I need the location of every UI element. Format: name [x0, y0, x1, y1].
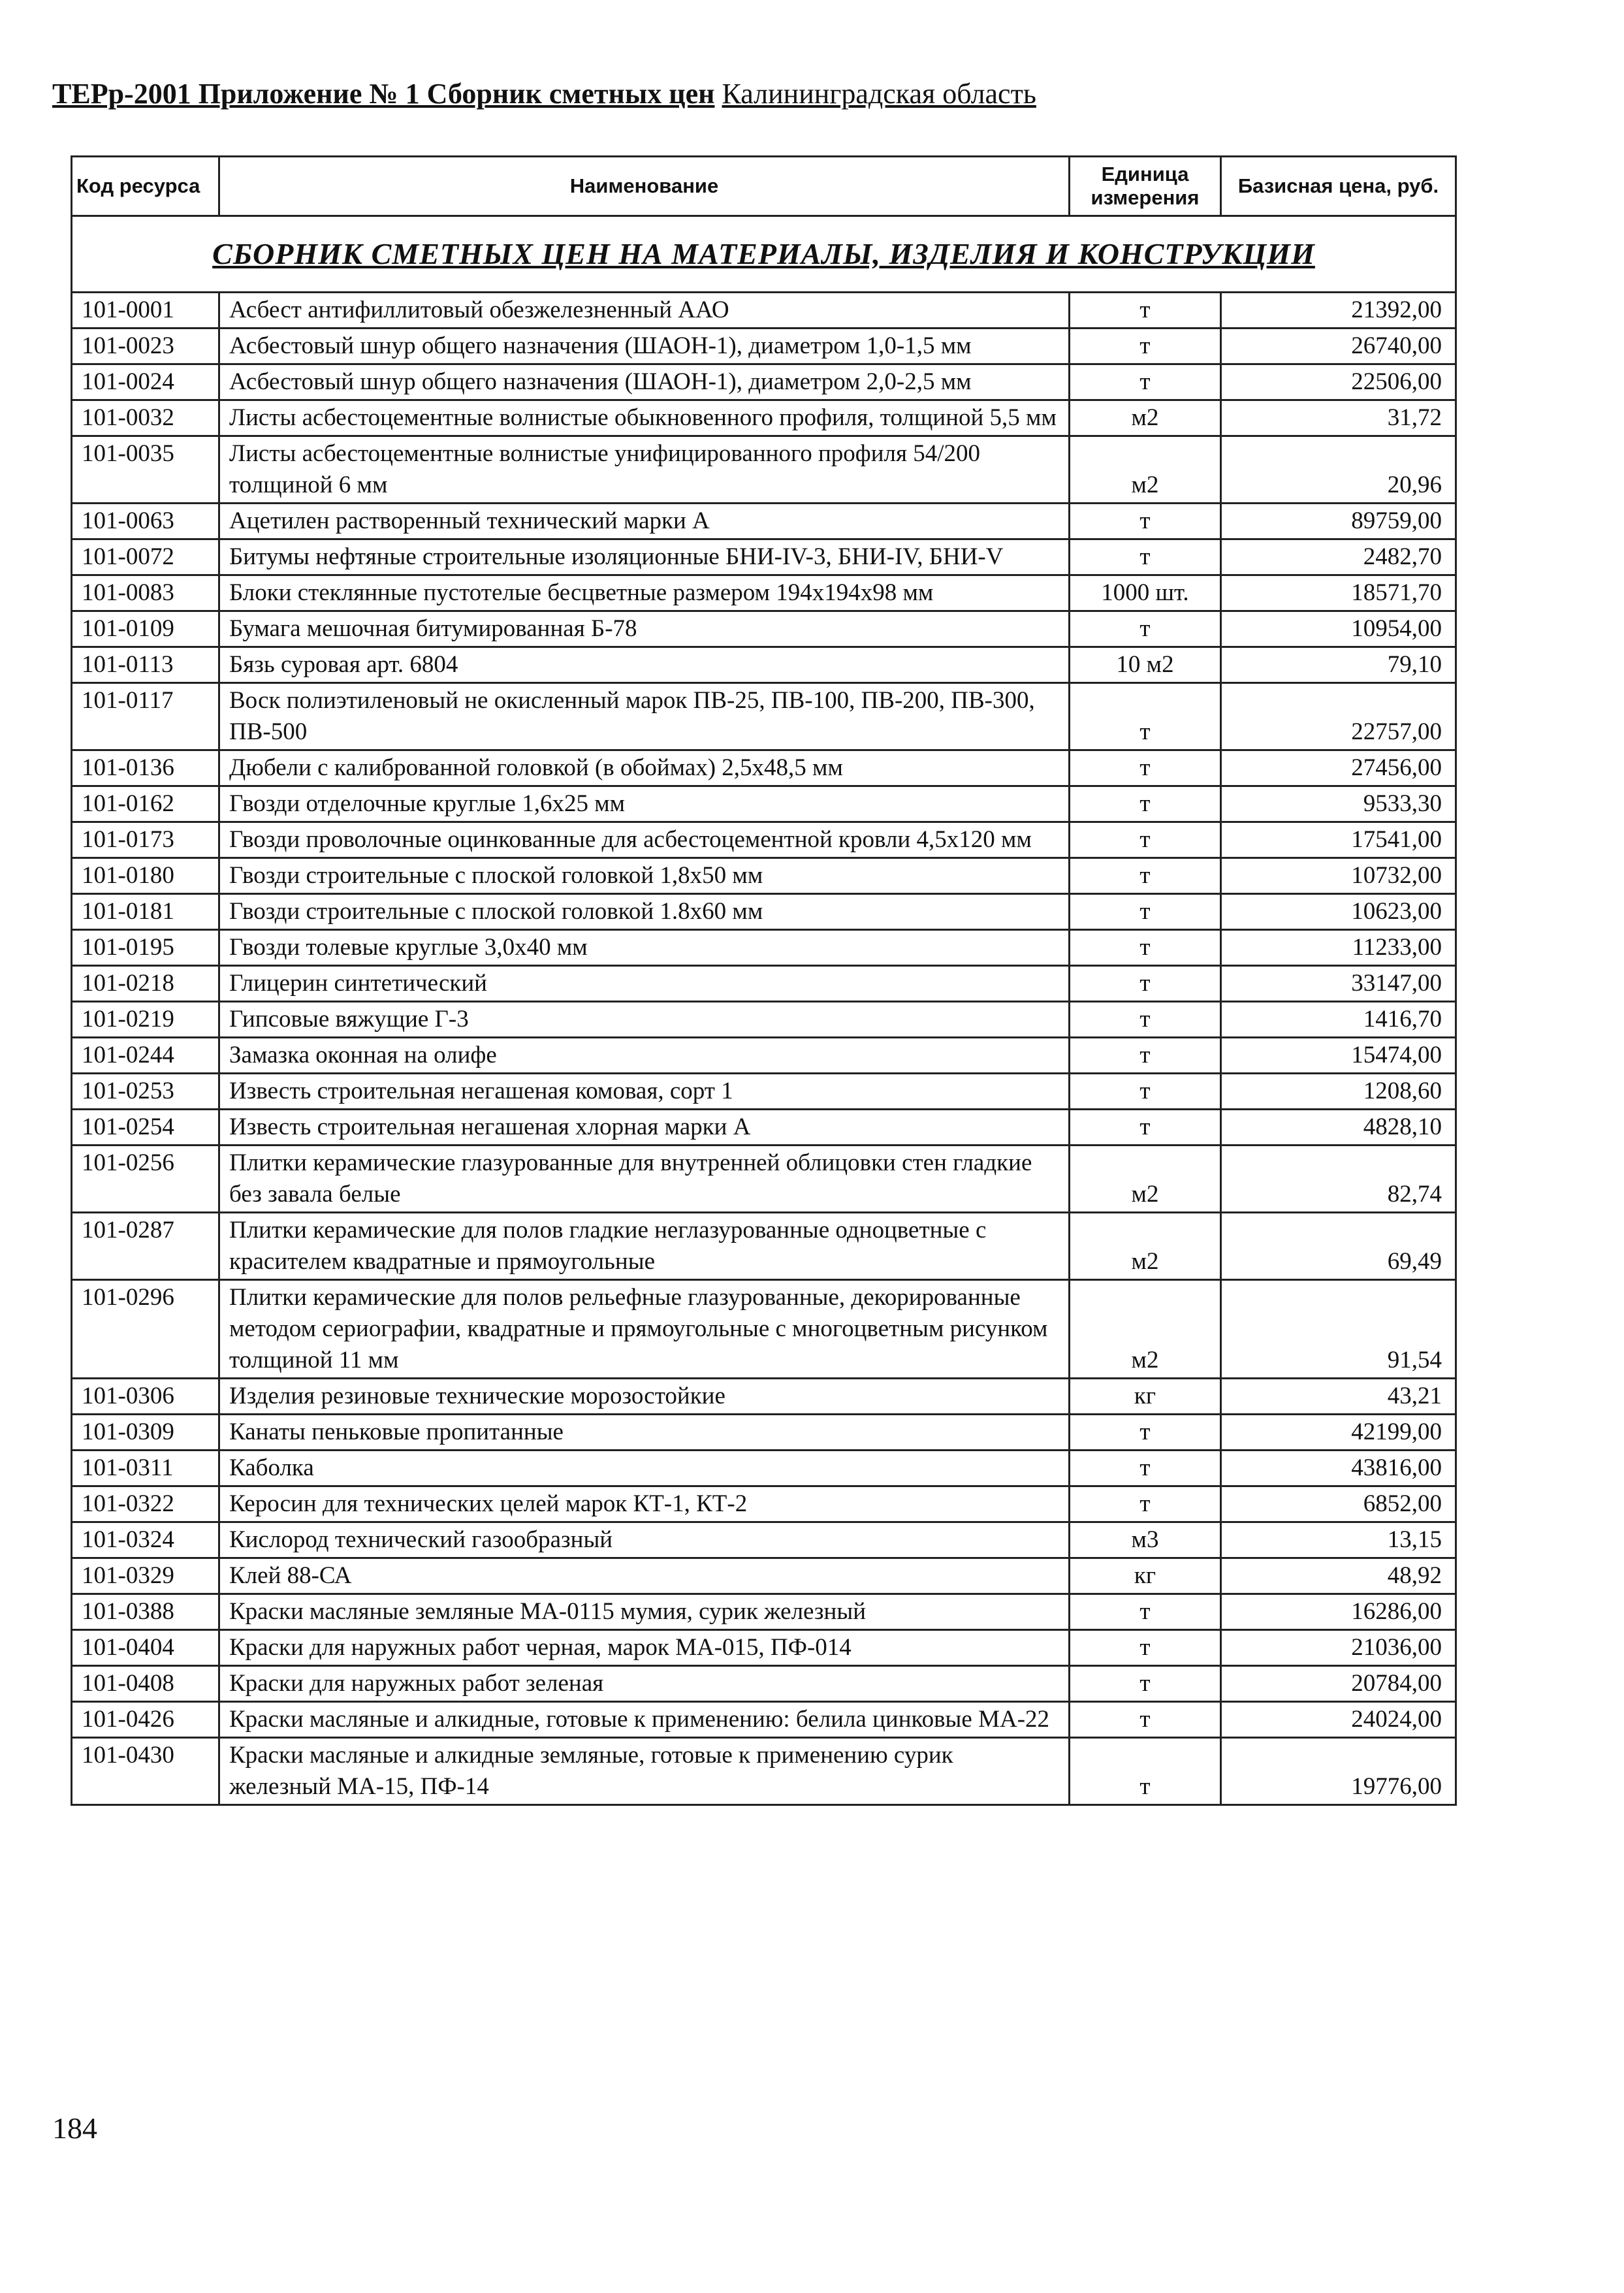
- unit-cell: т: [1070, 1002, 1221, 1038]
- resource-code-cell: 101-0195: [72, 930, 219, 966]
- price-cell: 22757,00: [1221, 683, 1456, 750]
- table-row: [72, 1594, 1456, 1630]
- unit-cell: т: [1070, 1666, 1221, 1702]
- price-cell: 18571,70: [1221, 575, 1456, 611]
- resource-code-cell: 101-0001: [72, 293, 219, 329]
- price-cell: 10732,00: [1221, 858, 1456, 894]
- resource-name-cell: Канаты пеньковые пропитанные: [219, 1415, 1070, 1451]
- resource-code-cell: 101-0426: [72, 1702, 219, 1738]
- resource-name-cell: Воск полиэтиленовый не окисленный марок ПВ-25, ПВ-100, ПВ-200, ПВ-300, ПВ-500: [219, 683, 1070, 750]
- resource-code-cell: 101-0244: [72, 1038, 219, 1074]
- table-row: [72, 1213, 1456, 1280]
- price-cell: 10623,00: [1221, 894, 1456, 930]
- resource-code-cell: 101-0309: [72, 1415, 219, 1451]
- resource-code-cell: 101-0388: [72, 1594, 219, 1630]
- table-row: [72, 1451, 1456, 1486]
- unit-cell: м2: [1070, 1280, 1221, 1379]
- unit-cell: т: [1070, 1074, 1221, 1110]
- table-header-row: [72, 157, 1456, 216]
- table-row: [72, 822, 1456, 858]
- price-cell: 1416,70: [1221, 1002, 1456, 1038]
- resource-name-cell: Краски масляные земляные МА-0115 мумия, сурик железный: [219, 1594, 1070, 1630]
- unit-cell: м2: [1070, 1146, 1221, 1213]
- resource-name-cell: Замазка оконная на олифе: [219, 1038, 1070, 1074]
- price-cell: 20784,00: [1221, 1666, 1456, 1702]
- resource-code-cell: 101-0109: [72, 611, 219, 647]
- resource-name-cell: Известь строительная негашеная хлорная марки А: [219, 1110, 1070, 1146]
- resource-name-cell: Клей 88-СА: [219, 1558, 1070, 1594]
- table-row: [72, 1522, 1456, 1558]
- unit-cell: т: [1070, 822, 1221, 858]
- resource-name-cell: Листы асбестоцементные волнистые обыкновенного профиля, толщиной 5,5 мм: [219, 400, 1070, 436]
- resource-name-cell: Краски масляные и алкидные, готовые к применению: белила цинковые МА-22: [219, 1702, 1070, 1738]
- resource-code-cell: 101-0113: [72, 647, 219, 683]
- resource-code-cell: 101-0181: [72, 894, 219, 930]
- table-row: [72, 504, 1456, 539]
- table-row: [72, 611, 1456, 647]
- resource-name-cell: Краски масляные и алкидные земляные, готовые к применению сурик железный МА-15, ПФ-14: [219, 1738, 1070, 1805]
- resource-name-cell: Гипсовые вяжущие Г-3: [219, 1002, 1070, 1038]
- resource-name-cell: Бумага мешочная битумированная Б-78: [219, 611, 1070, 647]
- price-cell: 89759,00: [1221, 504, 1456, 539]
- price-table: [71, 155, 1457, 1806]
- resource-code-cell: 101-0024: [72, 364, 219, 400]
- resource-code-cell: 101-0322: [72, 1486, 219, 1522]
- price-cell: 4828,10: [1221, 1110, 1456, 1146]
- table-row: [72, 1415, 1456, 1451]
- resource-name-cell: Асбестовый шнур общего назначения (ШАОН-1), диаметром 2,0-2,5 мм: [219, 364, 1070, 400]
- price-cell: 42199,00: [1221, 1415, 1456, 1451]
- resource-code-cell: 101-0035: [72, 436, 219, 504]
- resource-name-cell: Глицерин синтетический: [219, 966, 1070, 1002]
- unit-cell: т: [1070, 539, 1221, 575]
- resource-code-cell: 101-0173: [72, 822, 219, 858]
- resource-name-cell: Гвозди отделочные круглые 1,6x25 мм: [219, 786, 1070, 822]
- price-cell: 33147,00: [1221, 966, 1456, 1002]
- table-row: [72, 1379, 1456, 1415]
- resource-code-cell: 101-0218: [72, 966, 219, 1002]
- resource-code-cell: 101-0311: [72, 1451, 219, 1486]
- resource-name-cell: Бязь суровая арт. 6804: [219, 647, 1070, 683]
- unit-cell: т: [1070, 930, 1221, 966]
- unit-cell: т: [1070, 750, 1221, 786]
- resource-name-cell: Гвозди толевые круглые 3,0x40 мм: [219, 930, 1070, 966]
- price-cell: 24024,00: [1221, 1702, 1456, 1738]
- document-header: [52, 77, 1036, 110]
- column-header-code: Код ресурса: [72, 157, 219, 216]
- price-cell: 16286,00: [1221, 1594, 1456, 1630]
- table-row: [72, 1110, 1456, 1146]
- price-cell: 43,21: [1221, 1379, 1456, 1415]
- resource-code-cell: 101-0296: [72, 1280, 219, 1379]
- price-cell: 6852,00: [1221, 1486, 1456, 1522]
- unit-cell: т: [1070, 1738, 1221, 1805]
- resource-code-cell: 101-0408: [72, 1666, 219, 1702]
- price-cell: 22506,00: [1221, 364, 1456, 400]
- header-region: Калининградская область: [722, 78, 1036, 110]
- table-row: [72, 647, 1456, 683]
- unit-cell: м2: [1070, 400, 1221, 436]
- unit-cell: т: [1070, 1702, 1221, 1738]
- table-row: [72, 858, 1456, 894]
- resource-name-cell: Гвозди строительные с плоской головкой 1,8x50 мм: [219, 858, 1070, 894]
- header-title: ТЕРр-2001 Приложение № 1 Сборник сметных цен: [52, 78, 715, 110]
- price-cell: 15474,00: [1221, 1038, 1456, 1074]
- price-cell: 43816,00: [1221, 1451, 1456, 1486]
- column-header-price: Базисная цена, руб.: [1221, 157, 1456, 216]
- table-row: [72, 1280, 1456, 1379]
- table-row: [72, 364, 1456, 400]
- resource-name-cell: Известь строительная негашеная комовая, сорт 1: [219, 1074, 1070, 1110]
- price-cell: 21392,00: [1221, 293, 1456, 329]
- price-cell: 91,54: [1221, 1280, 1456, 1379]
- unit-cell: кг: [1070, 1379, 1221, 1415]
- resource-code-cell: 101-0072: [72, 539, 219, 575]
- table-row: [72, 1702, 1456, 1738]
- column-header-name: Наименование: [219, 157, 1070, 216]
- unit-cell: т: [1070, 1630, 1221, 1666]
- table-row: [72, 930, 1456, 966]
- unit-cell: т: [1070, 966, 1221, 1002]
- price-cell: 1208,60: [1221, 1074, 1456, 1110]
- resource-code-cell: 101-0256: [72, 1146, 219, 1213]
- table-row: [72, 966, 1456, 1002]
- price-cell: 26740,00: [1221, 329, 1456, 364]
- resource-code-cell: 101-0404: [72, 1630, 219, 1666]
- table-row: [72, 1074, 1456, 1110]
- table-row: [72, 1738, 1456, 1805]
- resource-name-cell: Плитки керамические глазурованные для внутренней облицовки стен гладкие без завала белые: [219, 1146, 1070, 1213]
- unit-cell: т: [1070, 1486, 1221, 1522]
- resource-code-cell: 101-0136: [72, 750, 219, 786]
- price-cell: 20,96: [1221, 436, 1456, 504]
- unit-cell: т: [1070, 293, 1221, 329]
- unit-cell: кг: [1070, 1558, 1221, 1594]
- unit-cell: 10 м2: [1070, 647, 1221, 683]
- unit-cell: т: [1070, 683, 1221, 750]
- section-title: СБОРНИК СМЕТНЫХ ЦЕН НА МАТЕРИАЛЫ, ИЗДЕЛИЯ И КОНСТРУКЦИИ: [72, 216, 1456, 293]
- table-row: [72, 436, 1456, 504]
- resource-name-cell: Асбест антифиллитовый обезжелезненный ААО: [219, 293, 1070, 329]
- resource-code-cell: 101-0430: [72, 1738, 219, 1805]
- resource-name-cell: Гвозди строительные с плоской головкой 1.8x60 мм: [219, 894, 1070, 930]
- price-cell: 79,10: [1221, 647, 1456, 683]
- resource-code-cell: 101-0287: [72, 1213, 219, 1280]
- unit-cell: м2: [1070, 1213, 1221, 1280]
- resource-name-cell: Плитки керамические для полов рельефные глазурованные, декорированные методом сериографии, квадратные и прямоугольные с многоцветным рисунком толщиной 11 мм: [219, 1280, 1070, 1379]
- unit-cell: м2: [1070, 436, 1221, 504]
- resource-name-cell: Кислород технический газообразный: [219, 1522, 1070, 1558]
- table-row: [72, 683, 1456, 750]
- price-cell: 69,49: [1221, 1213, 1456, 1280]
- table-row: [72, 293, 1456, 329]
- price-cell: 2482,70: [1221, 539, 1456, 575]
- resource-code-cell: 101-0180: [72, 858, 219, 894]
- price-cell: 10954,00: [1221, 611, 1456, 647]
- resource-code-cell: 101-0083: [72, 575, 219, 611]
- resource-code-cell: 101-0032: [72, 400, 219, 436]
- table-row: [72, 1146, 1456, 1213]
- resource-code-cell: 101-0023: [72, 329, 219, 364]
- table-row: [72, 894, 1456, 930]
- resource-name-cell: Дюбели с калиброванной головкой (в обоймах) 2,5x48,5 мм: [219, 750, 1070, 786]
- price-cell: 48,92: [1221, 1558, 1456, 1594]
- page-number: 184: [52, 2111, 97, 2145]
- price-cell: 31,72: [1221, 400, 1456, 436]
- resource-code-cell: 101-0162: [72, 786, 219, 822]
- unit-cell: т: [1070, 1594, 1221, 1630]
- unit-cell: т: [1070, 1110, 1221, 1146]
- resource-name-cell: Гвозди проволочные оцинкованные для асбестоцементной кровли 4,5x120 мм: [219, 822, 1070, 858]
- price-cell: 13,15: [1221, 1522, 1456, 1558]
- price-cell: 19776,00: [1221, 1738, 1456, 1805]
- resource-code-cell: 101-0306: [72, 1379, 219, 1415]
- price-cell: 11233,00: [1221, 930, 1456, 966]
- price-cell: 17541,00: [1221, 822, 1456, 858]
- unit-cell: т: [1070, 858, 1221, 894]
- resource-name-cell: Блоки стеклянные пустотелые бесцветные размером 194x194x98 мм: [219, 575, 1070, 611]
- resource-code-cell: 101-0253: [72, 1074, 219, 1110]
- resource-name-cell: Изделия резиновые технические морозостойкие: [219, 1379, 1070, 1415]
- table-row: [72, 575, 1456, 611]
- table-body: [72, 216, 1456, 1805]
- unit-cell: т: [1070, 1038, 1221, 1074]
- unit-cell: т: [1070, 786, 1221, 822]
- table-row: [72, 1630, 1456, 1666]
- table-row: [72, 329, 1456, 364]
- unit-cell: т: [1070, 894, 1221, 930]
- table-row: [72, 1002, 1456, 1038]
- resource-name-cell: Битумы нефтяные строительные изоляционные БНИ-IV-3, БНИ-IV, БНИ-V: [219, 539, 1070, 575]
- resource-name-cell: Керосин для технических целей марок КТ-1, КТ-2: [219, 1486, 1070, 1522]
- resource-code-cell: 101-0063: [72, 504, 219, 539]
- resource-code-cell: 101-0254: [72, 1110, 219, 1146]
- section-row: [72, 216, 1456, 293]
- resource-name-cell: Ацетилен растворенный технический марки А: [219, 504, 1070, 539]
- table-row: [72, 539, 1456, 575]
- resource-code-cell: 101-0117: [72, 683, 219, 750]
- resource-name-cell: Каболка: [219, 1451, 1070, 1486]
- price-cell: 9533,30: [1221, 786, 1456, 822]
- price-table-container: [71, 155, 1455, 1806]
- resource-code-cell: 101-0324: [72, 1522, 219, 1558]
- resource-name-cell: Асбестовый шнур общего назначения (ШАОН-1), диаметром 1,0-1,5 мм: [219, 329, 1070, 364]
- price-cell: 21036,00: [1221, 1630, 1456, 1666]
- unit-cell: т: [1070, 1451, 1221, 1486]
- table-row: [72, 786, 1456, 822]
- unit-cell: т: [1070, 611, 1221, 647]
- resource-name-cell: Листы асбестоцементные волнистые унифицированного профиля 54/200 толщиной 6 мм: [219, 436, 1070, 504]
- column-header-unit: Единица измерения: [1070, 157, 1221, 216]
- unit-cell: т: [1070, 504, 1221, 539]
- price-cell: 27456,00: [1221, 750, 1456, 786]
- unit-cell: 1000 шт.: [1070, 575, 1221, 611]
- unit-cell: т: [1070, 364, 1221, 400]
- resource-name-cell: Краски для наружных работ зеленая: [219, 1666, 1070, 1702]
- resource-name-cell: Плитки керамические для полов гладкие неглазурованные одноцветные с красителем квадратные и прямоугольные: [219, 1213, 1070, 1280]
- table-row: [72, 1666, 1456, 1702]
- table-row: [72, 1558, 1456, 1594]
- unit-cell: т: [1070, 1415, 1221, 1451]
- unit-cell: м3: [1070, 1522, 1221, 1558]
- table-row: [72, 750, 1456, 786]
- resource-code-cell: 101-0329: [72, 1558, 219, 1594]
- resource-code-cell: 101-0219: [72, 1002, 219, 1038]
- table-row: [72, 1486, 1456, 1522]
- unit-cell: т: [1070, 329, 1221, 364]
- resource-name-cell: Краски для наружных работ черная, марок МА-015, ПФ-014: [219, 1630, 1070, 1666]
- table-row: [72, 400, 1456, 436]
- price-cell: 82,74: [1221, 1146, 1456, 1213]
- table-row: [72, 1038, 1456, 1074]
